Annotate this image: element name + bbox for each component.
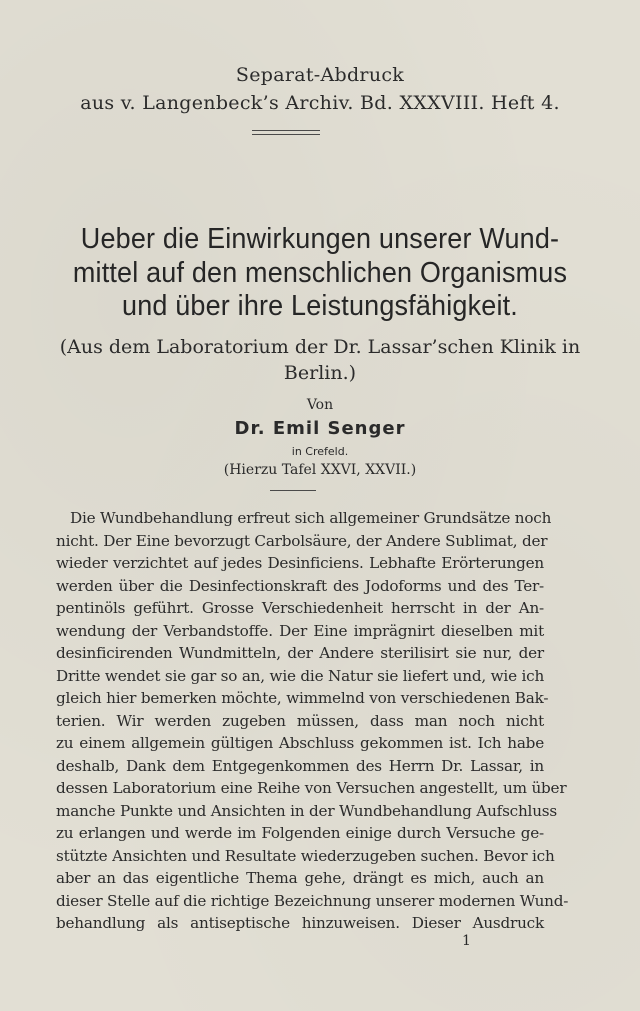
body-line: Die Wundbehandlung erfreut sich allgemeiner Grundsätze noch [70,509,552,527]
body-line: dieser Stelle auf die richtige Bezeichnung unserer modernen Wund- [56,891,569,910]
subtitle-line-1: (Aus dem Laboratorium der Dr. Lassar’schen Klinik in [59,336,581,358]
body-line: aber an das eigentliche Thema gehe, drängt es mich, auch an [56,869,544,887]
body-line: wieder verzichtet auf jedes Desinficiens. Lebhafte Erörterungen [56,554,544,572]
byline-rule [270,490,316,491]
body-line: manche Punkte und Ansichten in der Wundbehandlung Aufschluss [56,801,557,820]
page-number: 1 [462,933,471,949]
body-line: terien. Wir werden zugeben müssen, dass man noch nicht [56,711,544,730]
body-line: pentinöls geführt. Grosse Verschiedenheit herrscht in der An- [56,599,544,617]
body-line: stützte Ansichten und Resultate wiederzugeben suchen. Bevor ich [56,846,555,865]
body-line: nicht. Der Eine bevorzugt Carbolsäure, der Andere Sublimat, der [56,531,548,550]
title-line-2: mittel auf den menschlichen Organismus [72,257,568,289]
body-line: deshalb, Dank dem Entgegenkommen des Herrn Dr. Lassar, in [56,756,544,775]
body-line: zu einem allgemein gültigen Abschluss gekommen ist. Ich habe [56,734,544,752]
header-rule-top [252,130,320,131]
journal-reference: aus v. Langenbeck’s Archiv. Bd. XXXVIII. Heft 4. [80,92,560,114]
body-line: werden über die Desinfectionskraft des Jodoforms und des Ter- [56,576,544,595]
body-line: Dritte wendet sie gar so an, wie die Natur sie liefert und, wie ich [56,666,545,685]
author-name: Dr. Emil Senger [234,418,406,439]
byline-von: Von [306,397,334,413]
body-line: gleich hier bemerken möchte, wimmelnd von verschiedenen Bak- [56,689,549,707]
body-line: wendung der Verbandstoffe. Der Eine imprägnirt dieselben mit [56,621,544,640]
title-line-1: Ueber die Einwirkungen unserer Wund- [80,223,560,255]
body-line: behandlung als antiseptische hinzuweisen. Dieser Ausdruck [56,914,544,932]
title-line-3: und über ihre Leistungsfähigkeit. [122,290,518,322]
body-line: zu erlangen und werde im Folgenden einige durch Versuche ge- [56,824,544,842]
plates-note: (Hierzu Tafel XXVI, XXVII.) [223,462,417,478]
header-rule-bottom [252,134,320,135]
body-paragraph [56,507,569,935]
subtitle-line-2: Berlin.) [283,362,357,384]
author-place: in Crefeld. [291,445,349,458]
body-line: desinficirenden Wundmitteln, der Andere sterilisirt sie nur, der [56,644,544,662]
reprint-label: Separat-Abdruck [235,64,405,86]
body-line: dessen Laboratorium eine Reihe von Versuchen angestellt, um über [56,779,567,797]
